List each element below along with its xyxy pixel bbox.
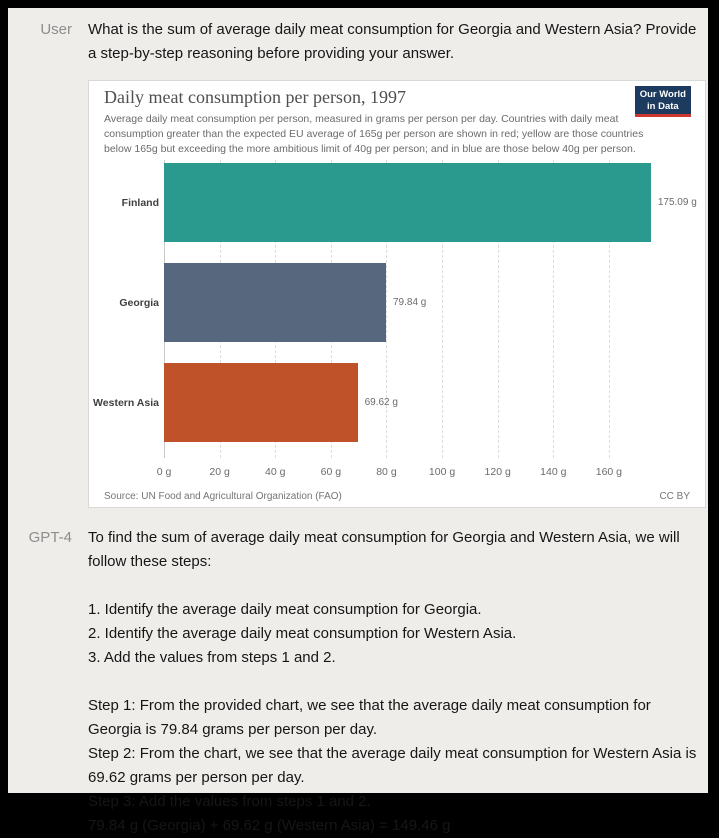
x-tick-label: 0 g xyxy=(156,466,172,478)
assistant-text-line: To find the sum of average daily meat consumption for Georgia and Western Asia, we will follow these steps: xyxy=(88,529,680,570)
assistant-turn xyxy=(8,526,708,838)
assistant-label: GPT-4 xyxy=(28,529,72,546)
chart xyxy=(88,80,708,508)
x-tick-label: 60 g xyxy=(320,466,342,478)
category-label: Western Asia xyxy=(93,396,159,409)
assistant-text-line: Step 3: Add the values from steps 1 and 2. xyxy=(88,793,371,810)
chart-subtitle: Average daily meat consumption per person, measured in grams per person per day. Countries with daily meat consumption greater than the expected EU average of 165g per person are shown in red; yellow are those countries below 165g but exceeding the more ambitious limit of 40g per person; and in blue are those below 40g per person. xyxy=(104,113,644,155)
category-label: Finland xyxy=(121,196,159,209)
x-tick-label: 20 g xyxy=(209,466,230,478)
value-label: 69.62 g xyxy=(364,396,398,408)
user-turn xyxy=(8,18,708,66)
value-label: 175.09 g xyxy=(657,196,697,208)
x-tick-label: 80 g xyxy=(376,466,397,478)
chart-footer xyxy=(104,491,690,502)
x-tick-label: 140 g xyxy=(540,466,567,478)
bar-georgia xyxy=(164,263,386,342)
x-tick-label: 40 g xyxy=(265,466,286,478)
x-tick-label: 160 g xyxy=(595,466,623,478)
assistant-text-line: Step 2: From the chart, we see that the average daily meat consumption for Western Asia is 69.62 grams per person per day. xyxy=(88,745,697,786)
bar-western-asia xyxy=(164,363,358,442)
logo-line-2: in Data xyxy=(647,100,679,112)
chart-figure xyxy=(88,80,706,508)
source-note: Source: UN Food and Agricultural Organization (FAO) xyxy=(104,491,342,502)
bar-finland xyxy=(164,163,651,242)
x-tick-label: 100 g xyxy=(428,466,456,478)
assistant-text-line: 1. Identify the average daily meat consumption for Georgia. xyxy=(88,601,482,618)
x-tick-label: 120 g xyxy=(484,466,511,478)
assistant-text-line: Step 1: From the provided chart, we see that the average daily meat consumption for Georgia is 79.84 grams per person per day. xyxy=(88,697,651,738)
our-world-in-data-logo xyxy=(635,86,691,117)
chart-title: Daily meat consumption per person, 1997 xyxy=(104,87,406,107)
assistant-text-line: 79.84 g (Georgia) + 69.62 g (Western Asia) = 149.46 g xyxy=(88,817,451,834)
logo-line-1: Our World xyxy=(639,89,686,100)
user-message: What is the sum of average daily meat consumption for Georgia and Western Asia? Provide a step-by-step reasoning before providing your answer. xyxy=(88,21,697,62)
assistant-paragraph xyxy=(88,526,700,574)
assistant-paragraph xyxy=(88,694,700,838)
user-label: User xyxy=(40,21,72,38)
assistant-text-line: 2. Identify the average daily meat consumption for Western Asia. xyxy=(88,625,517,642)
assistant-message xyxy=(88,526,700,838)
category-label: Georgia xyxy=(119,296,159,309)
value-label: 79.84 g xyxy=(393,296,427,308)
assistant-text-line: 3. Add the values from steps 1 and 2. xyxy=(88,649,336,666)
assistant-paragraph xyxy=(88,598,700,670)
license-badge: CC BY xyxy=(659,491,690,502)
